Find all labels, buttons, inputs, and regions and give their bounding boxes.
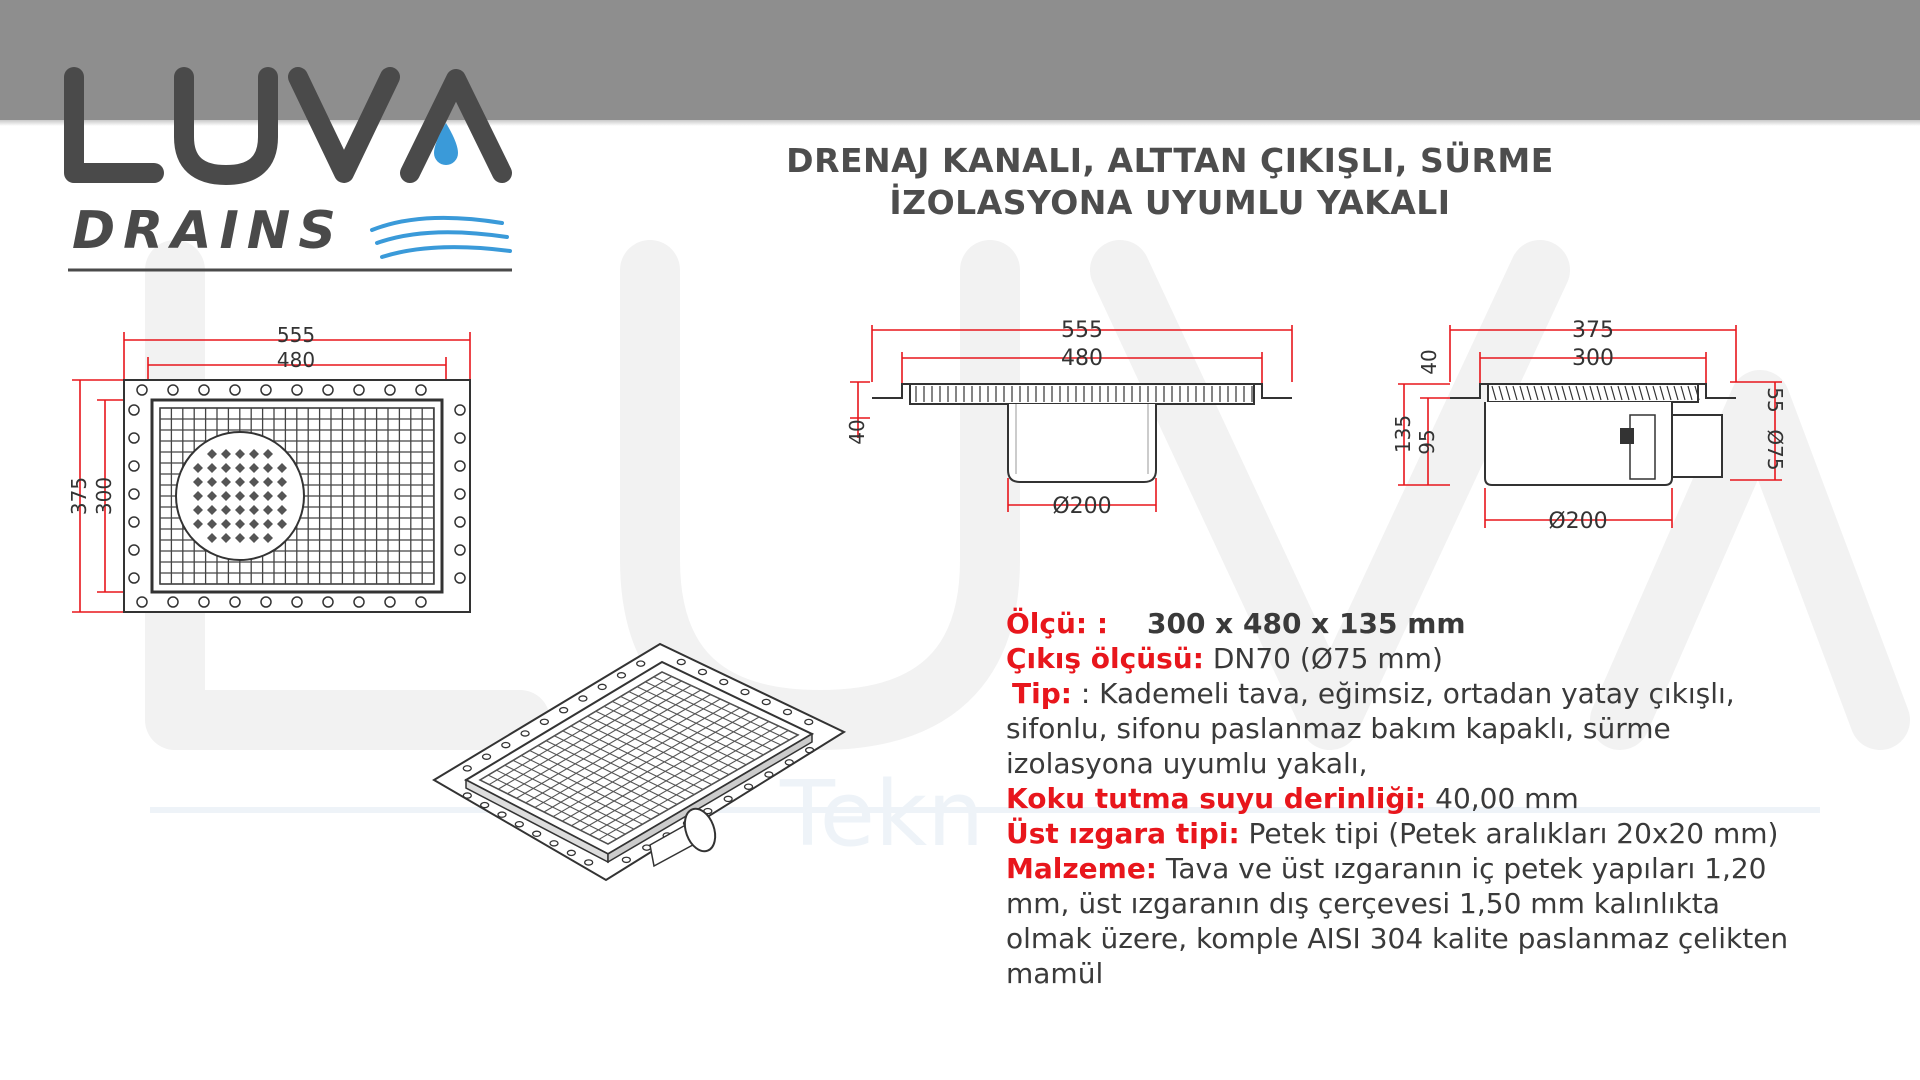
specifications bbox=[1006, 606, 1906, 991]
watermark-text: Tekn bbox=[780, 762, 985, 867]
brand-logo bbox=[62, 65, 522, 280]
side-dim-inner-w: 300 bbox=[1572, 346, 1614, 371]
spec-size bbox=[1006, 606, 1906, 641]
plan-dim-outer-w: 555 bbox=[276, 323, 316, 347]
front-view-drawing bbox=[840, 320, 1300, 530]
spec-material-line-4 bbox=[1006, 956, 1906, 991]
plan-dim-inner-w: 480 bbox=[276, 348, 316, 372]
spec-seal-value: 40,00 mm bbox=[1435, 782, 1579, 815]
spec-type-value-1: : Kademeli tava, eğimsiz, ortadan yatay çıkışlı, bbox=[1080, 677, 1735, 710]
spec-outlet-value: DN70 (Ø75 mm) bbox=[1212, 642, 1443, 675]
spec-type-label: Tip: bbox=[1012, 677, 1072, 710]
title-line-2: İZOLASYONA UYUMLU YAKALI bbox=[889, 183, 1451, 222]
spec-grate-label: Üst ızgara tipi: bbox=[1006, 817, 1240, 850]
spec-material-label: Malzeme: bbox=[1006, 852, 1158, 885]
spec-material-value-1: Tava ve üst ızgaranın iç petek yapıları 1,20 bbox=[1165, 852, 1767, 885]
spec-material-line-3 bbox=[1006, 921, 1906, 956]
spec-type-line-2 bbox=[1006, 711, 1906, 746]
front-dim-outer-w: 555 bbox=[1061, 320, 1103, 343]
spec-seal bbox=[1006, 781, 1906, 816]
title-line-1: DRENAJ KANALI, ALTTAN ÇIKIŞLI, SÜRME bbox=[786, 141, 1554, 180]
spec-material-value-3: olmak üzere, komple AISI 304 kalite paslanmaz çelikten bbox=[1006, 922, 1789, 955]
spec-size-label: Ölçü: : bbox=[1006, 607, 1109, 640]
side-dim-outlet: Ø200 bbox=[1548, 509, 1608, 534]
side-dim-outer-w: 375 bbox=[1572, 320, 1614, 343]
side-dim-collar: 40 bbox=[1417, 349, 1441, 375]
front-dim-collar: 40 bbox=[845, 419, 869, 445]
front-dim-outlet: Ø200 bbox=[1052, 494, 1112, 519]
spec-grate bbox=[1006, 816, 1906, 851]
page-title bbox=[700, 140, 1640, 224]
spec-type-value-3: izolasyona uyumlu yakalı, bbox=[1006, 747, 1368, 780]
spec-outlet-label: Çıkış ölçüsü: bbox=[1006, 642, 1204, 675]
plan-view-drawing bbox=[60, 320, 490, 620]
side-dim-pipe-top: 55 bbox=[1763, 387, 1787, 413]
spec-seal-label: Koku tutma suyu derinliği: bbox=[1006, 782, 1427, 815]
plan-dim-outer-h: 375 bbox=[67, 476, 91, 516]
spec-material-value-2: mm, üst ızgaranın dış çerçevesi 1,50 mm kalınlıkta bbox=[1006, 887, 1720, 920]
spec-grate-value: Petek tipi (Petek aralıkları 20x20 mm) bbox=[1248, 817, 1779, 850]
side-dim-total-h: 135 bbox=[1391, 414, 1415, 454]
spec-material bbox=[1006, 851, 1906, 886]
spec-material-value-4: mamül bbox=[1006, 957, 1104, 990]
spec-size-value: 300 x 480 x 135 mm bbox=[1146, 607, 1466, 640]
side-view-drawing bbox=[1390, 320, 1790, 540]
spec-type-value-2: sifonlu, sifonu paslanmaz bakım kapaklı, sürme bbox=[1006, 712, 1671, 745]
side-dim-pipe: Ø75 bbox=[1763, 429, 1787, 471]
spec-material-line-2 bbox=[1006, 886, 1906, 921]
side-dim-body-h: 95 bbox=[1415, 429, 1439, 455]
spec-type-line-3 bbox=[1006, 746, 1906, 781]
spec-outlet bbox=[1006, 641, 1906, 676]
front-dim-inner-w: 480 bbox=[1061, 346, 1103, 371]
plan-dim-inner-h: 300 bbox=[92, 476, 116, 516]
isometric-view-drawing bbox=[430, 640, 850, 890]
spec-type bbox=[1006, 676, 1906, 711]
brand-sub: DRAINS bbox=[72, 201, 344, 261]
